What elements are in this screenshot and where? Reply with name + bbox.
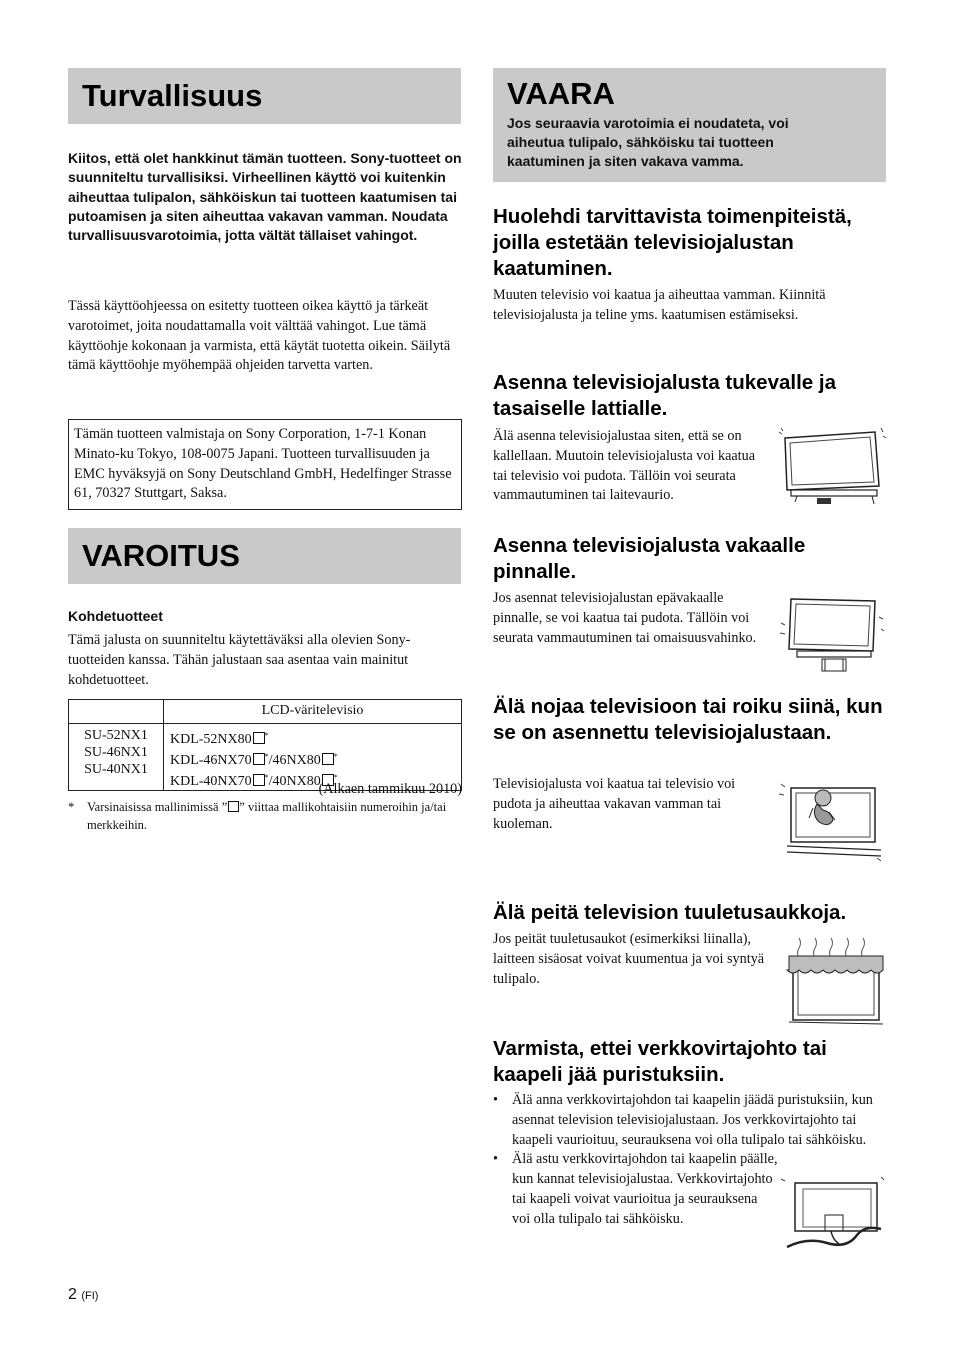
- date-note: (Alkaen tammikuu 2010): [318, 781, 462, 797]
- list-item: • Älä anna verkkovirtajohdon tai kaapelin jäädä puristuksiin, kun asennat television televisiojalustaan. Jos verkkovirtajohto tai kaapeli vaurioituu, seurauksena voi olla tulipalo tai sähköisku.: [493, 1091, 887, 1150]
- footnote-mark: *: [68, 800, 75, 814]
- tilted-stand-illustration: [777, 428, 887, 508]
- page-footer: [68, 1286, 98, 1304]
- stand-model: SU-40NX1: [84, 762, 148, 777]
- section-body: Televisiojalusta voi kaatua tai televisio voi pudota ja aiheuttaa vakavan vamman tai kuoleman.: [493, 776, 736, 832]
- table-header-row: [69, 700, 462, 724]
- child-hanging-illustration: [777, 778, 887, 864]
- section-heading: Huolehdi tarvittavista toimenpiteistä, joilla estetään televisiojalustan kaatuminen.: [493, 205, 852, 280]
- table-stands-cell: [69, 724, 164, 791]
- page-number: 2: [68, 1286, 77, 1303]
- manufacturer-box: [68, 419, 462, 510]
- vaara-title: VAARA: [507, 76, 615, 111]
- kohdetuotteet-heading: Kohdetuotteet: [68, 608, 163, 624]
- section-body: Jos peität tuuletusaukot (esimerkiksi liinalla), laitteen sisäosat voivat kuumentua ja voi syntyä tulipalo.: [493, 931, 765, 987]
- table-header-empty: [69, 700, 164, 724]
- unstable-surface-illustration: [777, 593, 887, 673]
- section-heading: Asenna televisiojalusta vakaalle pinnalle.: [493, 534, 806, 583]
- vaara-banner: [493, 68, 886, 182]
- vaara-text: Jos seuraavia varotoimia ei noudateta, voi aiheutua tulipalo, sähköisku tai tuotteen kaatuminen ja siten vakava vamma.: [507, 115, 789, 169]
- table-header: LCD-väritelevisio: [164, 700, 462, 724]
- section-heading: Älä peitä television tuuletusaukkoja.: [493, 901, 847, 924]
- tv-model: KDL-46NX70 */46NX80 *: [170, 752, 338, 768]
- stand-model: SU-46NX1: [84, 745, 148, 760]
- section-heading: Älä nojaa televisioon tai roiku siinä, kun se on asennettu televisiojalustaan.: [493, 695, 883, 744]
- turvallisuus-banner: [68, 68, 461, 124]
- footnote: * Varsinaisissa mallinimissä ” ” viittaa mallikohtaisiin numeroihin ja/tai merkkeihin.: [68, 800, 447, 832]
- tv-model: KDL-40NX70 */40NX80 *: [170, 773, 338, 789]
- section-body: Jos asennat televisiojalustan epävakaalle pinnalle, se voi kaatua tai pudota. Tällöin voi seurata vammautuminen tai omaisuusvahinko.: [493, 590, 757, 646]
- tv-model: KDL-52NX80 *: [170, 731, 269, 747]
- section-heading: Asenna televisiojalusta tukevalle ja tasaiselle lattialle.: [493, 371, 836, 420]
- manufacturer-text: Tämän tuotteen valmistaja on Sony Corporation, 1-7-1 Konan Minato-ku Tokyo, 108-0075 Japani. Tuotteen turvallisuuden ja EMC hyväksyjä on Sony Deutschland GmbH, Hedelfinger Strasse 61, 70327 Stuttgart, Saksa.: [74, 426, 452, 502]
- varoitus-title: VAROITUS: [82, 538, 240, 573]
- turvallisuus-lead: Kiitos, että olet hankkinut tämän tuotteen. Sony-tuotteet on suunniteltu turvallisiksi. Virheellinen käyttö voi kuitenkin aiheuttaa tulipalon, sähköiskun tai tuotteen kaatumisen tai putoamisen ja siten aiheuttaa vakavan vamman. Noudata turvallisuusvarotoimia, jotta vältät tällaiset vahingot.: [68, 150, 462, 244]
- varoitus-banner: [68, 528, 461, 584]
- model-table: [68, 699, 462, 791]
- turvallisuus-body: Tässä käyttöohjeessa on esitetty tuotteen oikea käyttö ja tärkeät varotoimet, joita noudattamalla voit välttää vahingot. Lue tämä käyttöohje kokonaan ja varmista, että käytät tuotetta oikein. Säilytä tämä käyttöohje myöhempää ohjeiden tarvetta varten.: [68, 298, 451, 374]
- section-heading: Varmista, ettei verkkovirtajohto tai kaapeli jää puristuksiin.: [493, 1037, 827, 1086]
- varoitus-body: Tämä jalusta on suunniteltu käytettäväksi alla olevien Sony-tuotteiden kanssa. Tähän jalustaan saa asentaa vain mainitut kohdetuotteet.: [68, 632, 411, 688]
- turvallisuus-title: Turvallisuus: [82, 78, 263, 113]
- cable-pinch-illustration: [777, 1175, 887, 1255]
- list-item: • Älä astu verkkovirtajohdon tai kaapelin päälle, kun kannat televisiojalustaa. Verkkovirtajohto tai kaapeli voivat vaurioitua ja seurauksena voi olla tulipalo tai sähköisku.: [493, 1150, 778, 1229]
- covered-vents-illustration: [777, 934, 887, 1028]
- stand-model: SU-52NX1: [84, 728, 148, 743]
- section-body: Älä asenna televisiojalustaa siten, että se on kallellaan. Muutoin televisiojalusta voi kaatua tai televisio voi pudota. Tällöin voi seurata vammautuminen tai laitevaurio.: [493, 428, 756, 504]
- page-lang: (FI): [81, 1290, 99, 1302]
- section-body: Muuten televisio voi kaatua ja aiheuttaa vamman. Kiinnitä televisiojalusta ja teline yms. kaatumisen estämiseksi.: [493, 287, 826, 323]
